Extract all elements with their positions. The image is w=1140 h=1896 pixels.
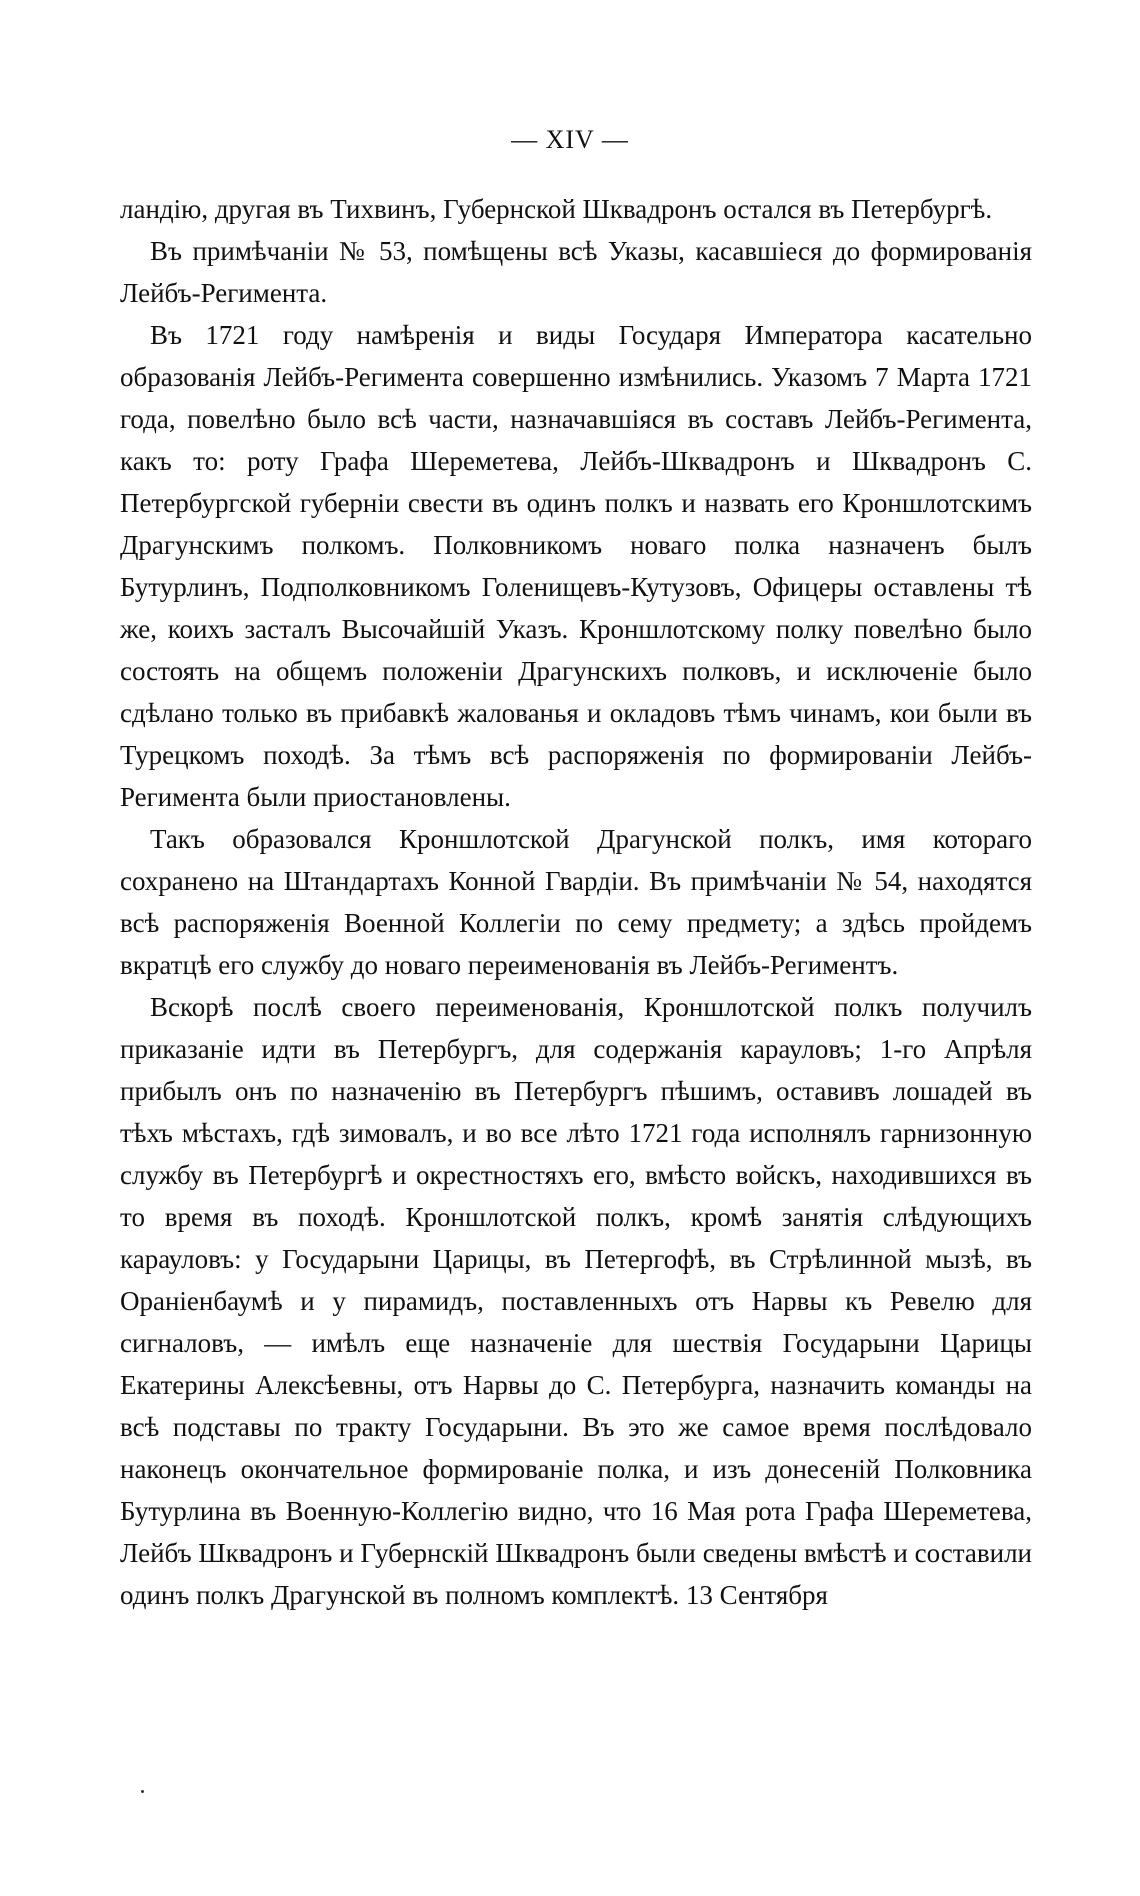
body-text bbox=[120, 188, 1032, 1616]
page-number: — XIV — bbox=[511, 125, 629, 154]
paragraph-service: Вскорѣ послѣ своего переименованія, Кроншлотской полкъ получилъ приказаніе идти въ Петербургъ, для содержанія карауловъ; 1-го Апрѣля прибылъ онъ по назначенію въ Петербургъ пѣшимъ, оставивъ лошадей въ тѣхъ мѣстахъ, гдѣ зимовалъ, и во все лѣто 1721 года исполнялъ гарнизонную службу въ Петербургѣ и окрестностяхъ его, вмѣсто войскъ, находившихся въ то время въ походѣ. Кроншлотской полкъ, кромѣ занятія слѣдующихъ карауловъ: у Государыни Царицы, въ Петергофѣ, въ Стрѣлинной мызѣ, въ Ораніенбаумѣ и у пирамидъ, поставленныхъ отъ Нарвы къ Ревелю для сигналовъ, — имѣлъ еще назначеніе для шествія Государыни Царицы Екатерины Алексѣевны, отъ Нарвы до С. Петербурга, назначить команды на всѣ подставы по тракту Государыни. Въ это же самое время послѣдовало наконецъ окончательное формированіе полка, и изъ донесеній Полковника Бутурлина въ Военную-Коллегію видно, что 16 Мая рота Графа Шереметева, Лейбъ Шквадронъ и Губернскій Шквадронъ были сведены вмѣстѣ и составили одинъ полкъ Драгунской въ полномъ комплектѣ. 13 Сентября bbox=[120, 992, 1032, 1610]
paragraph-continuation: ландію, другая въ Тихвинъ, Губернской Шквадронъ остался въ Петербургѣ. bbox=[120, 194, 993, 224]
paragraph-1721: Въ 1721 году намѣренія и виды Государя Императора касательно образованія Лейбъ-Регимента совершенно измѣнились. Указомъ 7 Марта 1721 года, повелѣно было всѣ части, назначавшіяся въ составъ Лейбъ-Регимента, какъ то: роту Графа Шереметева, Лейбъ-Шквадронъ и Шквадронъ С. Петербургской губерніи свести въ одинъ полкъ и назвать его Кроншлотскимъ Драгунскимъ полкомъ. Полковникомъ новаго полка назначенъ былъ Бутурлинъ, Подполковникомъ Голенищевъ-Кутузовъ, Офицеры оставлены тѣ же, коихъ засталъ Высочайшій Указъ. Кроншлотскому полку повелѣно было состоять на общемъ положеніи Драгунскихъ полковъ, и исключеніе было сдѣлано только въ прибавкѣ жалованья и окладовъ тѣмъ чинамъ, кои были въ Турецкомъ походѣ. За тѣмъ всѣ распоряженія по формированіи Лейбъ-Регимента были приостановлены. bbox=[120, 320, 1032, 812]
paragraph-kronshlot-regiment: Такъ образовался Кроншлотской Драгунской полкъ, имя котораго сохранено на Штандартахъ Конной Гвардіи. Въ примѣчаніи № 54, находятся всѣ распоряженія Военной Коллегіи по сему предмету; а здѣсь пройдемъ вкратцѣ его службу до новаго переименованія въ Лейбъ-Региментъ. bbox=[120, 824, 1032, 980]
paragraph-note-53: Въ примѣчаніи № 53, помѣщены всѣ Указы, касавшіеся до формированія Лейбъ-Регимента. bbox=[120, 236, 1032, 308]
ink-speck bbox=[141, 1790, 144, 1793]
